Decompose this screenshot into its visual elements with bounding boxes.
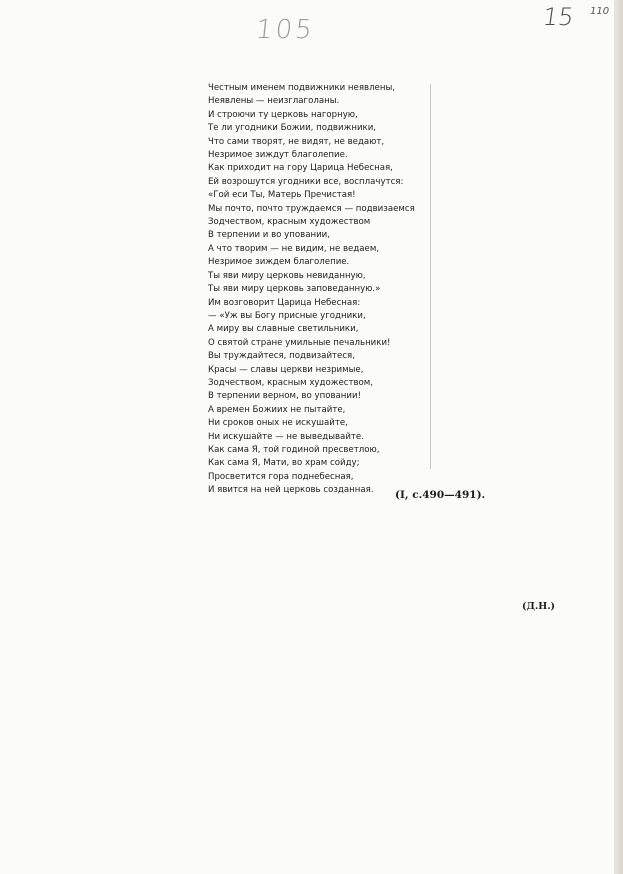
poem-line: Ты яви миру церковь заповеданную.»: [208, 284, 381, 295]
poem-line: А времен Божиих не пытайте,: [208, 404, 346, 415]
margin-rule: [430, 84, 431, 469]
source-reference: (I, с.490—491).: [395, 489, 486, 501]
poem-line: В терпении верном, во уповании!: [208, 391, 362, 402]
poem-line: Незримое зиждут благолепие.: [208, 150, 348, 161]
poem-line: Ты яви миру церковь невиданную,: [208, 270, 366, 281]
poem-text: [208, 82, 415, 498]
poem-line: Красы — славы церкви незримые,: [208, 364, 364, 375]
poem-line: В терпении и во уповании,: [208, 230, 330, 241]
poem-line: Просветится гора поднебесная,: [208, 471, 354, 482]
poem-line: «Гой еси Ты, Матерь Пречистая!: [208, 190, 356, 201]
poem-line: Как приходит на гору Царица Небесная,: [208, 163, 393, 174]
poem-line: Как сама Я, той годиной пресветлою,: [208, 444, 380, 455]
handwritten-sheet-number: 15: [541, 3, 576, 31]
poem-line: И явится на ней церковь созданная.: [208, 485, 374, 496]
poem-line: О святой стране умильные печальники!: [208, 337, 391, 348]
author-initials: (Д.Н.): [522, 601, 556, 612]
poem-line: Как сама Я, Мати, во храм сойду;: [208, 458, 360, 469]
poem-line: А что творим — не видим, не ведаем,: [208, 243, 380, 254]
page-edge-shadow: [614, 0, 623, 874]
handwritten-archive-number: 105: [254, 15, 317, 45]
poem-line: Честным именем подвижники неявлены,: [208, 83, 395, 93]
poem-line: А миру вы славные светильники,: [208, 324, 359, 335]
poem-line: Незримое зиждем благолепие.: [208, 257, 350, 268]
poem-line: Что сами творят, не видят, не ведают,: [208, 136, 385, 147]
poem-line: И строючи ту церковь нагорную,: [208, 109, 358, 120]
poem-line: Зодчеством, красным художеством,: [208, 377, 373, 388]
handwritten-page-number: 110: [590, 6, 610, 17]
poem-line: Им возговорит Царица Небесная:: [208, 297, 361, 308]
poem-line: Зодчеством, красным художеством: [208, 217, 371, 228]
poem-line: Мы почто, почто труждаемся — подвизаемся: [208, 203, 415, 214]
poem-line: Вы труждайтеся, подвизайтеся,: [208, 351, 355, 362]
poem-line: Ни сроков оных не искушайте,: [208, 418, 348, 429]
poem-line: Ни искушайте — не выведывайте.: [208, 431, 364, 442]
poem-line: Те ли угодники Божии, подвижники,: [208, 123, 377, 134]
poem-line: Неявлены — неизглаголаны.: [208, 96, 340, 107]
poem-line: Ей возрошутся угодники все, восплачутся:: [208, 176, 404, 187]
poem-line: — «Уж вы Богу присные угодники,: [208, 310, 366, 321]
